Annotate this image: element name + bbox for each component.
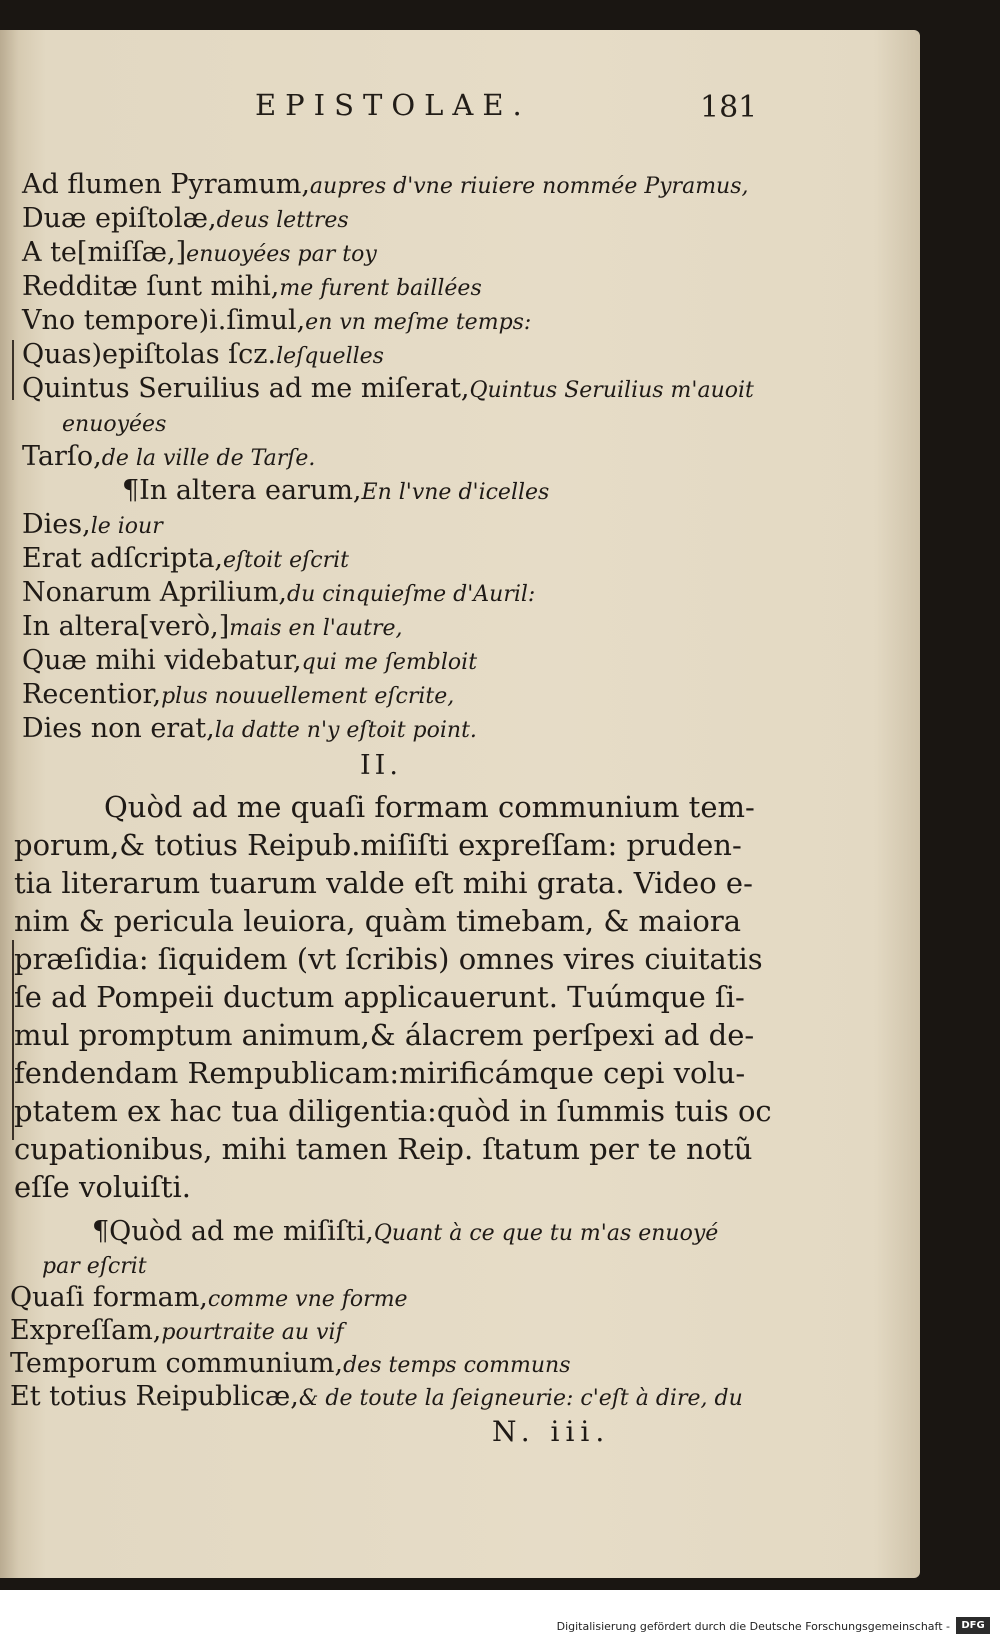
gloss-line [22,338,912,372]
latin-text: Erat adſcripta, [22,543,223,574]
french-gloss: deus lettres [216,208,349,233]
french-gloss: pourtraite au vif [161,1320,344,1345]
gloss-line [22,236,912,270]
french-gloss: du cinquieſme d'Auril: [287,582,536,607]
latin-text: ¶In altera earum, [122,475,362,506]
gloss-line [22,304,912,338]
gloss-line [22,474,912,508]
latin-text: Duæ epiſtolæ, [22,203,217,234]
gloss-line [22,168,912,202]
french-gloss: en vn meſme temps: [305,310,532,335]
gloss-line [10,1314,910,1347]
french-gloss: me furent baillées [279,276,482,301]
running-head: EPISTOLAE. [255,88,531,122]
signature-mark: N. iii. [492,1415,611,1448]
french-gloss: des temps communs [343,1353,571,1378]
prose-line: cupationibus, mihi tamen Reip. ſtatum per te notũ [14,1132,753,1166]
footer-credit: Digitalisierung gefördert durch die Deutsche Forschungsgemeinschaft - [556,1620,950,1633]
latin-text: Quas)epiſtolas ſcz. [22,339,277,370]
footer-strip [0,1590,1000,1642]
prose-line: tia literarum tuarum valde eſt mihi grata. Video e- [14,866,753,900]
french-gloss: de la ville de Tarſe. [101,446,316,471]
margin-rule [12,340,14,400]
gloss-line [22,202,912,236]
french-gloss: leſquelles [276,344,384,369]
latin-text: Temporum communium, [10,1348,344,1379]
french-gloss: enuoyées [62,412,167,437]
prose-line: præſidia: ſiquidem (vt ſcribis) omnes vires ciuitatis [14,942,763,976]
gloss-line [22,542,912,576]
prose-line: porum,& totius Reipub.miſiſti expreſſam: pruden- [14,828,742,862]
french-gloss: eſtoit eſcrit [223,548,349,573]
latin-text: Nonarum Aprilium, [22,577,288,608]
latin-text: Tarſo, [22,441,102,472]
prose-line: eſſe voluiſti. [14,1170,191,1204]
latin-text: Dies non erat, [22,713,215,744]
latin-text: Et totius Reipublicæ, [10,1381,299,1412]
french-gloss: mais en l'autre, [229,616,403,641]
page-text-block [0,30,920,1578]
page-number: 181 [700,90,758,125]
section-number: II. [360,750,402,781]
prose-line: ſe ad Pompeii ductum applicauerunt. Tuúmque ſi- [14,980,745,1014]
prose-line: nim & pericula leuiora, quàm timebam, & maiora [14,904,742,938]
french-gloss: par eſcrit [42,1254,147,1279]
prose-block [14,788,914,1206]
latin-text: ¶Quòd ad me miſiſti, [92,1216,374,1247]
gloss-block-1 [22,168,912,746]
french-gloss: qui me ſembloit [301,650,478,675]
dfg-logo: DFG [956,1617,990,1634]
gloss-line [10,1380,910,1413]
gloss-line [22,270,912,304]
gloss-line [22,576,912,610]
latin-text: Redditæ ſunt mihi, [22,271,280,302]
gloss-line [22,712,912,746]
gloss-line [22,678,912,712]
french-gloss: & de toute la ſeigneurie: c'eſt à dire, du [298,1386,743,1411]
gloss-line [22,440,912,474]
latin-text: In altera[verò,] [22,611,230,642]
prose-line: Quòd ad me quaſi formam communium tem- [104,790,755,824]
gloss-line [22,372,912,406]
gloss-line [10,1347,910,1380]
latin-text: Vno tempore)i.ſimul, [22,305,306,336]
gloss-line [10,1215,910,1248]
latin-text: Recentior, [22,679,162,710]
gloss-line [22,644,912,678]
gloss-line [22,610,912,644]
latin-text: Quæ mihi videbatur, [22,645,302,676]
gloss-line [10,1248,910,1281]
gloss-block-2 [10,1215,910,1413]
french-gloss: le iour [90,514,163,539]
french-gloss: aupres d'vne riuiere nommée Pyramus, [309,174,749,199]
french-gloss: En l'vne d'icelles [361,480,550,505]
book-page [0,30,920,1578]
latin-text: Dies, [22,509,91,540]
french-gloss: enuoyées par toy [186,242,377,267]
french-gloss: Quant à ce que tu m'as enuoyé [373,1221,719,1246]
french-gloss: plus nouuellement eſcrite, [161,684,455,709]
prose-line: ptatem ex hac tua diligentia:quòd in ſummis tuis oc [14,1094,772,1128]
latin-text: A te[miſſæ,] [22,237,187,268]
french-gloss: comme vne forme [207,1287,408,1312]
french-gloss: la datte n'y eſtoit point. [214,718,477,743]
gloss-line [10,1281,910,1314]
gloss-line [22,406,912,440]
latin-text: Expreſſam, [10,1315,162,1346]
gloss-line [22,508,912,542]
prose-line: fendendam Rempublicam:mirificámque cepi volu- [14,1056,746,1090]
latin-text: Quintus Seruilius ad me miſerat, [22,373,470,404]
prose-line: mul promptum animum,& álacrem perſpexi ad de- [14,1018,755,1052]
latin-text: Quaſi formam, [10,1282,208,1313]
latin-text: Ad flumen Pyramum, [22,169,310,200]
french-gloss: Quintus Seruilius m'auoit [469,378,754,403]
